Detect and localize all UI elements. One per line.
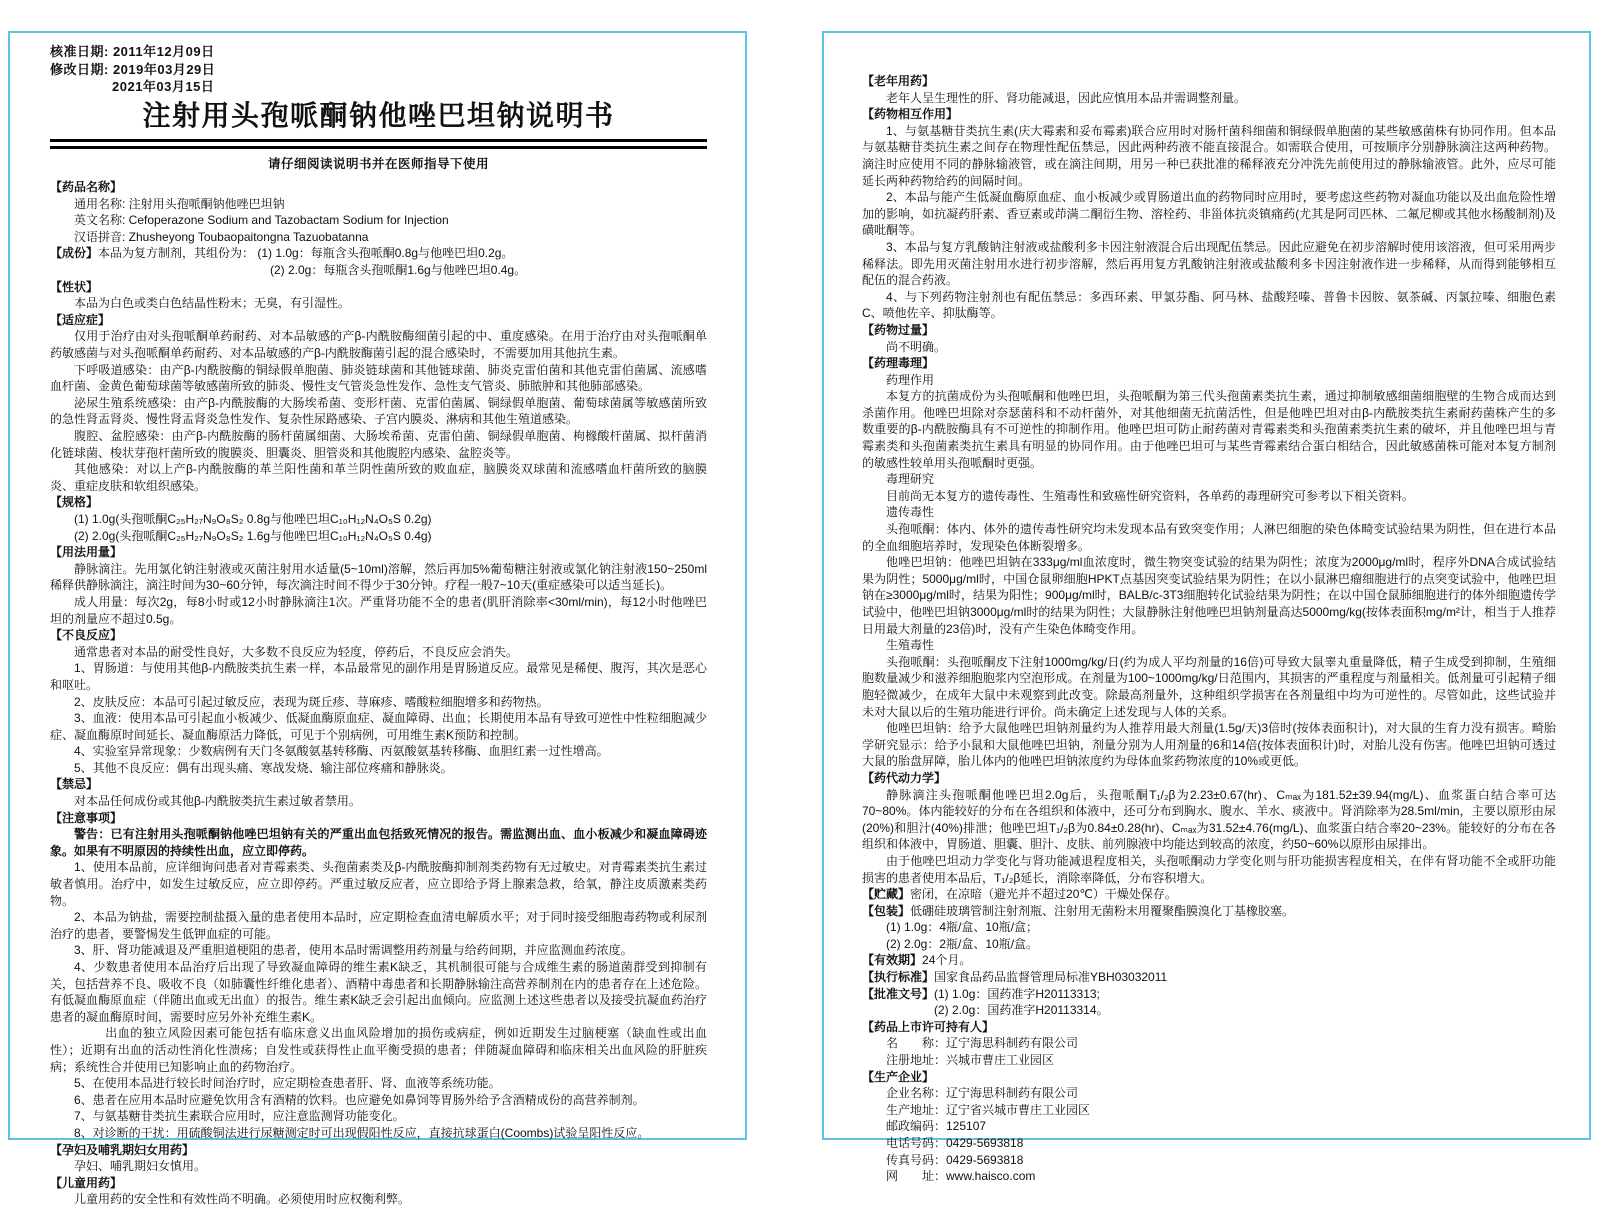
right-page-body	[862, 73, 1556, 1185]
section-heading: 【药品上市许可持有人】	[862, 1019, 995, 1034]
paragraph: (2) 2.0g(头孢哌酮C₂₅H₂₇N₉O₈S₂ 1.6g与他唑巴坦C₁₀H₁₂N₄O₅S 0.4g)	[74, 528, 432, 543]
paragraph: 1、使用本品前，应详细询问患者对青霉素类、头孢菌素类及β-内酰胺酶抑制剂类药物有无过敏史。对青霉素类抗生素过敏者慎用。治疗中，如发生过敏反应，应立即停药。严重过敏反应者，应立即给予肾上腺素急救，给氧，静注皮质激素类药物。	[50, 860, 707, 908]
paragraph: 静脉滴注。先用氯化钠注射液或灭菌注射用水适量(5~10ml)溶解，然后再加5%葡萄糖注射液或氯化钠注射液150~250ml稀释供静脉滴注，滴注时间为30~60分钟，每次滴注时间不得少于30分钟。疗程一般7~10天(重症感染可以适当延长)。	[50, 561, 707, 593]
section-heading: 【老年用药】	[862, 74, 935, 88]
paragraph: 2、本品与能产生低凝血酶原血症、血小板减少或胃肠道出血的药物同时应用时，要考虑这些药物对凝血功能以及出血危险性增加的影响，如抗凝药肝素、香豆素或茚满二酮衍生物、溶栓药、非甾体抗炎镇痛药(尤其是阿司匹林、二氟尼柳或其他水杨酸制剂)及磺吡酮等。	[862, 190, 1556, 238]
paragraph: 网 址：www.haisco.com	[886, 1169, 1036, 1184]
paragraph: 通常患者对本品的耐受性良好，大多数不良反应为轻度，停药后，不良反应会消失。	[74, 644, 519, 659]
section-heading: 【儿童用药】	[50, 1175, 123, 1190]
paragraph: 其他感染：对以上产β-内酰胺酶的革兰阳性菌和革兰阴性菌所致的败血症，脑膜炎双球菌和流感嗜血杆菌所致的脑膜炎、重症皮肤和软组织感染。	[50, 462, 707, 493]
paragraph: 1、与氨基糖苷类抗生素(庆大霉素和妥布霉素)联合应用时对肠杆菌科细菌和铜绿假单胞菌的某些敏感菌株有协同作用。但本品与氨基糖苷类抗生素之间存在物理性配伍禁忌，因此两种药液不能直接混合。如需联合使用，可按顺序分别静脉滴注这两种药物。滴注时应使用不同的静脉输液管，或在滴注间期，用另一种已获批准的稀释液充分冲洗先前使用过的静脉输液管。此外，应尽可能延长两种药物给药的间隔时间。	[862, 123, 1556, 188]
section-heading: 【药品名称】	[50, 180, 123, 195]
paragraph: 5、在使用本品进行较长时间治疗时，应定期检查患者肝、肾、血液等系统功能。	[74, 1076, 501, 1091]
paragraph: 生产地址：辽宁省兴城市曹庄工业园区	[886, 1102, 1091, 1117]
section-heading: 【生产企业】	[862, 1069, 935, 1084]
paragraph: 头孢哌酮：体内、体外的遗传毒性研究均未发现本品有致突变作用；人淋巴细胞的染色体畸变试验结果为阴性，但在进行本品的全血细胞培养时，发现染色体断裂增多。	[862, 522, 1556, 553]
paragraph: 【贮藏】密闭，在凉暗（避光并不超过20℃）干燥处保存。	[862, 887, 1177, 902]
paragraph: (2) 2.0g：国药准字H20113314。	[934, 1003, 1109, 1018]
paragraph: 4、少数患者使用本品治疗后出现了导致凝血障碍的维生素K缺乏，其机制很可能与合成维生素的肠道菌群受到抑制有关，包括营养不良、吸收不良（如肺囊性纤维化患者）、酒精中毒患者和长期静脉输注高营养制剂在内的患者存在上述危险。有低凝血酶原血症（伴随出血或无出血）的报告。维生素K缺乏会引起出血倾向。应监测上述这些患者以及接受抗凝血药治疗患者的凝血酶原时间，需要时应另外补充维生素K。	[50, 960, 707, 1024]
paragraph: 3、肝、肾功能减退及严重胆道梗阻的患者，使用本品时需调整用药剂量与给药间期，并应监测血药浓度。	[74, 943, 633, 958]
paragraph: 对本品任何成份或其他β-内酰胺类抗生素过敏者禁用。	[74, 794, 361, 809]
paragraph: 7、与氨基糖苷类抗生素联合应用时，应注意监测肾功能变化。	[74, 1109, 405, 1124]
section-heading: 【药代动力学】	[862, 770, 947, 785]
paragraph: 【包装】低硼硅玻璃管制注射剂瓶、注射用无菌粉末用覆聚酯膜溴化丁基橡胶塞。	[862, 903, 1295, 918]
left-page-body	[50, 179, 707, 1208]
paragraph: 仅用于治疗由对头孢哌酮单药耐药、对本品敏感的产β-内酰胺酶细菌引起的中、重度感染。在用于治疗由对头孢哌酮单药敏感菌与对头孢哌酮单药耐药、对本品敏感的产β-内酰胺酶菌引起的混合感染时，不需要加用其他抗生素。	[50, 329, 707, 361]
paragraph: 遗传毒性	[886, 505, 935, 520]
paragraph: 警告：已有注射用头孢哌酮钠他唑巴坦钠有关的严重出血包括致死情况的报告。需监测出血、血小板减少和凝血障碍迹象。如果有不明原因的持续性出血，应立即停药。	[50, 827, 707, 858]
section-heading: 【不良反应】	[50, 628, 123, 643]
paragraph: 企业名称：辽宁海思科制药有限公司	[886, 1086, 1079, 1101]
title-divider	[50, 139, 707, 149]
paragraph: 目前尚无本复方的遗传毒性、生殖毒性和致癌性研究资料，各单药的毒理研究可参考以下相关资料。	[886, 488, 1415, 503]
paragraph: 【成份】本品为复方制剂，其组份为： (1) 1.0g：每瓶含头孢哌酮0.8g与他唑巴坦0.2g。	[50, 246, 514, 261]
paragraph: 【有效期】24个月。	[862, 953, 972, 968]
paragraph: 出血的独立风险因素可能包括有临床意义出血风险增加的损伤或病症，例如近期发生过脑梗塞（缺血性或出血性）；近期有出血的活动性消化性溃疡；自发性或获得性止血平衡受损的患者；伴随凝血障碍和临床相关出血风险的肝脏疾病；系统性合并使用已知影响止血的药物治疗。	[50, 1026, 707, 1074]
paragraph: 头孢哌酮：头孢哌酮皮下注射1000mg/kg/日(约为成人平均剂量的16倍)可导致大鼠睾丸重量降低，精子生成受到抑制，生殖细胞数量减少和滋养细胞胞浆内空泡形成。在剂量为100~1000mg/kg/日范围内，其损害的严重程度与剂量相关。低剂量可引起精子细胞轻微减少，在成年大鼠中未观察到此改变。除最高剂量外，这种组织学损害在各剂量组中均为可逆性的。尽管如此，这些试验并未对大鼠以后的生殖功能进行评价。尚未确定上述发现与人体的关系。	[862, 654, 1556, 719]
paragraph: 他唑巴坦钠：他唑巴坦钠在333μg/ml血浓度时，微生物突变试验的结果为阴性；浓度为2000μg/ml时，程序外DNA合成试验结果为阴性；5000μg/ml时，中国仓鼠卵细胞HPKT点基因突变试验结果为阴性；在以小鼠淋巴瘤细胞进行的点突变试验中，他唑巴坦钠在≥3000μg/ml时，结果为阳性；900μg/ml时，BALB/c-3T3细胞转化试验结果为阴性；在以中国仓鼠肺细胞进行的体外细胞遗传学试验中，他唑巴坦钠3000μg/ml时的结果为阴性；大鼠静脉注射他唑巴坦钠剂量高达5000mg/kg(按体表面积mg/m²计，相当于人推荐日用最大剂量的23倍)时，没有产生染色体畸变作用。	[862, 555, 1556, 636]
section-heading: 【药物过量】	[862, 322, 935, 337]
paragraph: (2) 2.0g：2瓶/盒、10瓶/盒。	[886, 936, 1039, 951]
page-right	[822, 31, 1591, 1184]
paragraph: 【批准文号】(1) 1.0g：国药准字H20113313;	[862, 986, 1100, 1001]
paragraph: 他唑巴坦钠：给予大鼠他唑巴坦钠剂量约为人推荐用最大剂量(1.5g/天)3倍时(按体表面积计)，对大鼠的生育力没有损害。畸胎学研究显示：给予小鼠和大鼠他唑巴坦钠，剂量分别为人用剂量的6和14倍(按体表面积计)时，对胎儿没有伤害。他唑巴坦钠可透过大鼠的胎盘屏障，胎儿体内的他唑巴坦钠浓度约为母体血浆药物浓度的10%或更低。	[862, 721, 1556, 769]
section-heading: 【禁忌】	[50, 777, 99, 792]
document-title: 注射用头孢哌酮钠他唑巴坦钠说明书	[142, 99, 615, 131]
section-heading: 【规格】	[50, 495, 99, 510]
paragraph: 儿童用药的安全性和有效性尚不明确。必须使用时应权衡利弊。	[74, 1192, 411, 1207]
paragraph: 2、皮肤反应：本品可引起过敏反应，表现为斑丘疹、荨麻疹、嗜酸粒细胞增多和药物热。	[74, 694, 549, 709]
paragraph: 4、与下列药物注射剂也有配伍禁忌：多西环素、甲氯芬酯、阿马林、盐酸羟嗪、普鲁卡因胺、氨茶碱、丙氯拉嗪、细胞色素C、喷他佐辛、抑肽酶等。	[862, 289, 1556, 321]
paragraph: 3、本品与复方乳酸钠注射液或盐酸利多卡因注射液混合后出现配伍禁忌。因此应避免在初步溶解时使用该溶液，但可采用两步稀释法。即先用灭菌注射用水进行初步溶解，然后再用复方乳酸钠注射液或盐酸利多卡因注射液作进一步稀释，从而得到能够相互配伍的混合药液。	[862, 239, 1556, 288]
paragraph: 通用名称: 注射用头孢哌酮钠他唑巴坦钠	[74, 196, 285, 211]
section-heading: 【注意事项】	[50, 810, 123, 825]
paragraph: 电话号码：0429-5693818	[886, 1136, 1024, 1150]
paragraph: (1) 1.0g(头孢哌酮C₂₅H₂₇N₉O₈S₂ 0.8g与他唑巴坦C₁₀H₁₂N₄O₅S 0.2g)	[74, 511, 432, 526]
paragraph: 8、对诊断的干扰：用硫酸铜法进行尿糖测定时可出现假阳性反应，直接抗球蛋白(Coombs)试验呈阳性反应。	[74, 1125, 650, 1140]
paragraph: 4、实验室异常现象：少数病例有天门冬氨酸氨基转移酶、丙氨酸氨基转移酶、血胆红素一过性增高。	[74, 744, 609, 759]
paragraph: 注册地址：兴城市曹庄工业园区	[886, 1053, 1055, 1068]
paragraph: 腹腔、盆腔感染：由产β-内酰胺酶的肠杆菌属细菌、大肠埃希菌、克雷伯菌、铜绿假单胞菌、枸橼酸杆菌属、拟杆菌消化链球菌、梭状芽孢杆菌所致的腹膜炎、胆囊炎、胆管炎和其他腹腔内感染、盆腔炎等。	[50, 429, 707, 460]
inline-section-heading: 【贮藏】	[862, 887, 911, 902]
paragraph: 3、血液：使用本品可引起血小板减少、低凝血酶原血症、凝血障碍、出血；长期使用本品有导致可逆性中性粒细胞减少症、凝血酶原时间延长、凝血酶原活力降低，可见于个别病例，可用维生素K预防和控制。	[50, 711, 707, 742]
paragraph: 1、胃肠道：与使用其他β-内酰胺类抗生素一样，本品最常见的副作用是胃肠道反应。最常见是稀便、腹泻，其次是恶心和呕吐。	[50, 661, 707, 692]
paragraph: 药理作用	[886, 372, 935, 387]
section-heading: 【性状】	[50, 279, 99, 294]
paragraph: 静脉滴注头孢哌酮他唑巴坦2.0g后，头孢哌酮T₁/₂β为2.23±0.67(hr)、Cₘₐₓ为181.52±39.94(mg/L)、血浆蛋白结合率可达70~80%。体内能较好的分布在各组织和体液中，还可分布到胸水、腹水、羊水、痰液中。肾消除率为28.5ml/min，主要以原形由尿(20%)和胆汁(40%)排泄；他唑巴坦T₁/₂β为0.84±0.28(hr)、Cₘₐₓ为31.52±4.76(mg/L)、血浆蛋白结合率20~23%。能较好的分布在各组织和体液中，胃肠道、胆囊、胆汁、皮肤、前列腺液中均能达到较高的浓度，约50~60%以原形由尿排出。	[862, 787, 1556, 852]
paragraph: 汉语拼音: Zhusheyong Toubaopaitongna Tazuobatanna	[74, 229, 369, 244]
paragraph: 6、患者在应用本品时应避免饮用含有酒精的饮料。也应避免如鼻饲等胃肠外给予含酒精成份的高营养制剂。	[74, 1092, 645, 1107]
section-heading: 【适应症】	[50, 312, 111, 327]
section-heading: 【孕妇及哺乳期妇女用药】	[50, 1142, 195, 1157]
paragraph: 2、本品为钠盐，需要控制盐摄入量的患者使用本品时，应定期检查血清电解质水平；对于同时接受细胞毒药物或利尿剂治疗的患者，要警惕发生低钾血症的可能。	[50, 910, 707, 941]
paragraph: 尚不明确。	[886, 339, 947, 354]
paragraph: 生殖毒性	[886, 638, 935, 653]
paragraph: 名 称：辽宁海思科制药有限公司	[886, 1036, 1079, 1051]
paragraph: 【执行标准】国家食品药品监督管理局标准YBH03032011	[862, 970, 1168, 985]
paragraph: 传真号码：0429-5693818	[886, 1152, 1024, 1167]
approval-dates	[50, 43, 707, 96]
paragraph: 老年人呈生理性的肝、肾功能减退，因此应慎用本品并需调整剂量。	[886, 90, 1247, 105]
inline-section-heading: 【批准文号】	[862, 986, 935, 1001]
inline-section-heading: 【包装】	[862, 903, 911, 918]
approval-date: 核准日期: 2011年12月09日	[50, 44, 215, 59]
inline-section-heading: 【成份】	[50, 246, 99, 261]
paragraph: 5、其他不良反应：偶有出现头痛、寒战发烧、输注部位疼痛和静脉炎。	[74, 760, 453, 775]
paragraph: 本品为白色或类白色结晶性粉末；无臭，有引湿性。	[74, 296, 351, 311]
section-heading: 【用法用量】	[50, 545, 123, 560]
inline-section-heading: 【有效期】	[862, 953, 923, 968]
paragraph: 泌尿生殖系统感染：由产β-内酰胺酶的大肠埃希菌、变形杆菌、克雷伯菌属、铜绿假单胞菌、葡萄球菌属等敏感菌所致的急性肾盂肾炎、慢性肾盂肾炎急性发作、复杂性尿路感染、子宫内膜炎、淋病和其他生殖道感染。	[50, 395, 707, 427]
paragraph: 成人用量：每次2g，每8小时或12小时静脉滴注1次。严重肾功能不全的患者(肌肝消除率<30ml/min)，每12小时他唑巴坦的剂量应不超过0.5g。	[50, 594, 707, 626]
paragraph: 英文名称: Cefoperazone Sodium and Tazobactam Sodium for Injection	[74, 213, 449, 228]
revision-date-2: 2021年03月15日	[112, 79, 215, 94]
section-heading: 【药理毒理】	[862, 356, 935, 371]
paragraph: (1) 1.0g：4瓶/盒、10瓶/盒；	[886, 920, 1039, 935]
inline-section-heading: 【执行标准】	[862, 970, 935, 985]
paragraph: 孕妇、哺乳期妇女慎用。	[74, 1159, 207, 1174]
page-left	[8, 31, 747, 1207]
section-heading: 【药物相互作用】	[862, 107, 959, 122]
revision-date: 修改日期: 2019年03月29日	[50, 61, 216, 77]
paragraph: (2) 2.0g：每瓶含头孢哌酮1.6g与他唑巴坦0.4g。	[270, 263, 527, 278]
paragraph: 邮政编码：125107	[886, 1119, 987, 1134]
paragraph: 本复方的抗菌成份为头孢哌酮和他唑巴坦，头孢哌酮为第三代头孢菌素类抗生素，通过抑制敏感细菌细胞壁的生物合成而达到杀菌作用。他唑巴坦除对奈瑟菌科和不动杆菌外，对其他细菌无抗菌活性，但是他唑巴坦对由β-内酰胺类抗生素耐药菌株产生的多数重要的β-内酰胺酶具有不可逆性的抑制作用。他唑巴坦可防止耐药菌对青霉素类和头孢菌素类抗生素的破坏，并且他唑巴坦与青霉素类和头孢菌素类抗生素具有明显的协同作用。由于他唑巴坦可与某些青霉素结合蛋白相结合，因此敏感菌株可能对本复方制剂的敏感性较单用头孢哌酮时更强。	[862, 389, 1556, 470]
paragraph: 毒理研究	[886, 472, 935, 487]
paragraph: 由于他唑巴坦动力学变化与肾功能减退程度相关，头孢哌酮动力学变化则与肝功能损害程度相关，在伴有肾功能不全或肝功能损害的患者使用本品后，T₁/₂β延长，消除率降低，分布容积增大。	[862, 853, 1556, 885]
paragraph: 下呼吸道感染：由产β-内酰胺酶的铜绿假单胞菌、肺炎链球菌和其他链球菌、肺炎克雷伯菌和其他克雷伯菌属、流感嗜血杆菌、金黄色葡萄球菌等敏感菌所致的肺炎、慢性支气管炎急性发作、急性支气管炎、肺脓肿和其他肺部感染。	[50, 362, 707, 394]
usage-notice: 请仔细阅读说明书并在医师指导下使用	[267, 157, 489, 172]
